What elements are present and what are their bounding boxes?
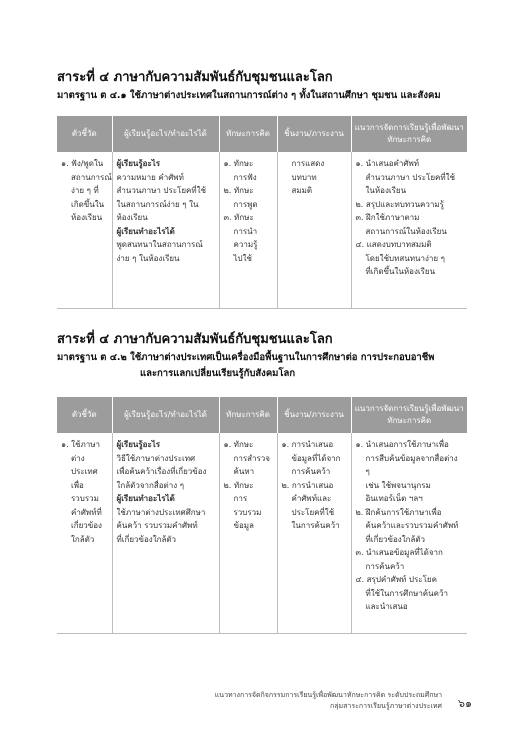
- thinking-skill-cell: [219, 433, 277, 633]
- approach-line: ๒. ฝึกค้นการใช้ภาษาเพื่อ: [355, 507, 442, 517]
- indicator-line: ๑. ใช้ภาษา: [61, 440, 101, 449]
- work-line: การค้นคว้า: [291, 467, 331, 476]
- section-title: สาระที่ ๔ ภาษากับความสัมพันธ์กับชุมชนและโลก: [57, 70, 333, 85]
- learning-line: ผู้เรียนรู้อะไร: [116, 159, 161, 168]
- col-header-learning: ผู้เรียนรู้อะไร/ทำอะไรได้: [112, 397, 219, 433]
- learning-cell: [112, 152, 219, 308]
- indicator-line: สถานการณ์: [71, 172, 112, 182]
- learning-line: ที่เกี่ยวข้องใกล้ตัว: [116, 534, 177, 544]
- work-line: คำศัพท์และ: [291, 494, 332, 503]
- learning-line: ความหมาย คำศัพท์: [116, 172, 184, 182]
- col-header-learning: ผู้เรียนรู้อะไร/ทำอะไรได้: [112, 116, 219, 152]
- learning-line: ง่าย ๆ ในห้องเรียน: [116, 253, 180, 263]
- col-header-approach: แนวการจัดการเรียนรู้เพื่อพัฒนาทักษะการคิด: [351, 397, 467, 433]
- col-header-work: ชิ้นงาน/ภาระงาน: [277, 397, 351, 433]
- approach-line: สถานการณ์ในห้องเรียน: [365, 226, 447, 236]
- learning-line: ใกล้ตัวจากสื่อต่าง ๆ: [116, 480, 184, 490]
- thinking-skill-cell: [219, 152, 277, 308]
- approach-line: ๔. สรุปคำศัพท์ ประโยค: [355, 575, 437, 584]
- learning-line: ผู้เรียนทำอะไรได้: [116, 226, 175, 236]
- col-header-thinking-skill: ทักษะการคิด: [219, 116, 277, 152]
- indicator-line: ห้องเรียน: [71, 213, 103, 222]
- approach-line: สำนวนภาษา ประโยคที่ใช้: [365, 172, 455, 182]
- approach-line: ในห้องเรียน: [365, 186, 407, 195]
- indicator-line: ๑. ฟัง/พูดใน: [61, 159, 104, 168]
- approach-cell: [351, 433, 467, 633]
- approach-line: ๒. สรุปและทบทวนความรู้: [355, 199, 444, 209]
- thinking-skill-line: การรวบรวม: [233, 494, 262, 517]
- indicator-line: ใกล้ตัว: [71, 534, 95, 544]
- standard-line: มาตรฐาน ต ๔.๑ ใช้ภาษาต่างประเทศในสถานการณ์ต่าง ๆ ทั้งในสถานศึกษา ชุมชน และสังคม: [57, 90, 441, 101]
- table-row: [57, 152, 467, 308]
- approach-cell: [351, 152, 467, 308]
- learning-cell: [112, 433, 219, 633]
- learning-line: พูดสนทนาในสถานการณ์: [116, 240, 203, 249]
- approach-line: ๓. นำเสนอข้อมูลที่ได้จาก: [355, 548, 443, 557]
- standard-statement: [57, 88, 441, 104]
- footer-subject-group: กลุ่มสาระการเรียนรู้ภาษาต่างประเทศ: [330, 702, 442, 710]
- approach-line: การสืบค้นข้อมูลจากสื่อต่าง ๆ: [365, 453, 458, 476]
- standard-line: มาตรฐาน ต ๔.๒ ใช้ภาษาต่างประเทศเป็นเครื่องมือพื้นฐานในการศึกษาต่อ การประกอบอาชีพ: [57, 352, 435, 363]
- indicator-line: เกิดขึ้นใน: [71, 199, 105, 209]
- col-header-approach: แนวการจัดการเรียนรู้เพื่อพัฒนาทักษะการคิด: [351, 116, 467, 152]
- learning-line: ค้นคว้า รวบรวมคำศัพท์: [116, 521, 198, 530]
- approach-line: ๑. นำเสนอคำศัพท์: [355, 159, 419, 168]
- work-line: ๒. การนำเสนอ: [281, 480, 334, 490]
- approach-line: ค้นคว้าและรวบรวมคำศัพท์: [365, 521, 459, 530]
- footer-book-title: แนวทางการจัดกิจกรรมการเรียนรู้เพื่อพัฒนาทักษะการคิด ระดับประถมศึกษา: [214, 691, 442, 699]
- work-line: ๑. การนำเสนอ: [281, 440, 334, 449]
- col-header-indicator: ตัวชี้วัด: [57, 397, 112, 433]
- approach-line: ๓. ฝึกใช้ภาษาตาม: [355, 213, 420, 222]
- col-header-work: ชิ้นงาน/ภาระงาน: [277, 116, 351, 152]
- learning-line: เพื่อค้นคว้าเรื่องที่เกี่ยวข้อง: [116, 467, 207, 476]
- standard-statement: [57, 350, 434, 382]
- approach-line: ๑. นำเสนอการใช้ภาษาเพื่อ: [355, 440, 449, 449]
- approach-line: ที่เกิดขึ้นในห้องเรียน: [365, 267, 436, 276]
- thinking-skill-line: ไปใช้: [233, 253, 252, 263]
- indicator-line: เกี่ยวข้อง: [71, 521, 102, 530]
- thinking-skill-line: ข้อมูล: [233, 521, 254, 530]
- section-title: สาระที่ ๔ ภาษากับความสัมพันธ์กับชุมชนและโลก: [57, 332, 333, 347]
- thinking-skill-line: ๓. ทักษะ: [223, 213, 254, 222]
- col-header-indicator: ตัวชี้วัด: [57, 116, 112, 152]
- thinking-skill-line: ๒. ทักษะ: [223, 186, 254, 195]
- learning-line: สำนวนภาษา ประโยคที่ใช้: [116, 186, 206, 195]
- table-row: [57, 433, 467, 633]
- learning-line: ผู้เรียนรู้อะไร: [116, 440, 161, 449]
- approach-line: เช่น ใช้พจนานุกรม อินเทอร์เน็ต ฯลฯ: [365, 480, 431, 503]
- approach-line: โดยใช้บทสนทนาง่าย ๆ: [365, 253, 445, 263]
- approach-line: ที่ใช้ในการศึกษาค้นคว้า: [365, 588, 448, 598]
- learning-line: วิธีใช้ภาษาต่างประเทศ: [116, 453, 196, 463]
- indicator-table: [57, 116, 467, 309]
- indicator-cell: [57, 152, 112, 308]
- learning-line: ในสถานการณ์ง่าย ๆ ใน: [116, 199, 199, 209]
- thinking-skill-line: ๑. ทักษะ: [223, 440, 254, 449]
- col-header-thinking-skill: ทักษะการคิด: [219, 397, 277, 433]
- learning-line: ใช้ภาษาต่างประเทศศึกษา: [116, 507, 206, 517]
- work-line: ประโยคที่ใช้: [291, 507, 335, 517]
- indicator-line: ต่างประเทศ: [71, 453, 98, 476]
- learning-line: ผู้เรียนทำอะไรได้: [116, 494, 175, 503]
- page-footer: [215, 690, 442, 712]
- approach-line: ๔. แสดงบทบาทสมมติ: [355, 240, 432, 249]
- thinking-skill-line: การนำความรู้: [233, 226, 258, 249]
- thinking-skill-line: ๑. ทักษะ: [223, 159, 254, 168]
- work-cell: [277, 152, 351, 308]
- thinking-skill-line: การพูด: [233, 199, 258, 209]
- work-line: ในการค้นคว้า: [291, 521, 340, 530]
- work-line: สมมติ: [291, 186, 313, 195]
- work-line: การแสดงบทบาท: [291, 159, 325, 182]
- indicator-line: เพื่อรวบรวม: [71, 480, 99, 503]
- indicator-table: [57, 397, 467, 634]
- thinking-skill-line: ๒. ทักษะ: [223, 480, 254, 490]
- work-line: ข้อมูลที่ได้จาก: [291, 453, 341, 463]
- work-cell: [277, 433, 351, 633]
- thinking-skill-line: การฟัง: [233, 172, 257, 182]
- indicator-line: ง่าย ๆ ที่: [71, 186, 99, 195]
- indicator-line: คำศัพท์ที่: [71, 507, 102, 517]
- page-number: ๖๑: [458, 697, 472, 710]
- approach-line: การค้นคว้า: [365, 561, 405, 571]
- learning-line: ห้องเรียน: [116, 213, 148, 222]
- approach-line: ที่เกี่ยวข้องใกล้ตัว: [365, 534, 426, 544]
- standard-line: และการแลกเปลี่ยนเรียนรู้กับสังคมโลก: [140, 368, 296, 379]
- thinking-skill-line: ค้นหา: [233, 467, 255, 476]
- approach-line: และนำเสนอ: [365, 602, 408, 611]
- indicator-cell: [57, 433, 112, 633]
- thinking-skill-line: การสำรวจ: [233, 453, 270, 463]
